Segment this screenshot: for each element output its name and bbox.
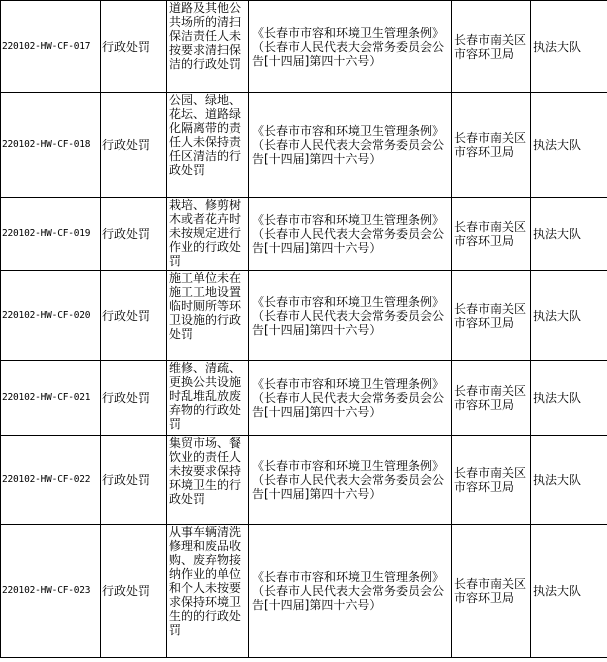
item-code: 220102-HW-CF-022 xyxy=(1,436,101,525)
item-name: 集贸市场、餐饮业的责任人未按要求保持环境卫生的行政处罚 xyxy=(167,436,249,525)
table-row xyxy=(1,198,607,271)
table-row xyxy=(1,271,607,361)
table-row xyxy=(1,361,607,436)
responsible-department: 长春市南关区市容环卫局 xyxy=(452,271,531,361)
item-type: 行政处罚 xyxy=(101,525,167,658)
table-row xyxy=(1,93,607,198)
legal-basis: 《长春市市容和环境卫生管理条例》（长春市人民代表大会常务委员会公告[十四届]第四十六号） xyxy=(249,271,452,361)
responsible-department: 长春市南关区市容环卫局 xyxy=(452,1,531,93)
item-code: 220102-HW-CF-021 xyxy=(1,361,101,436)
legal-basis: 《长春市市容和环境卫生管理条例》（长春市人民代表大会常务委员会公告[十四届]第四十六号） xyxy=(249,198,452,271)
legal-basis: 《长春市市容和环境卫生管理条例》（长春市人民代表大会常务委员会公告[十四届]第四十六号） xyxy=(249,1,452,93)
enforcement-unit: 执法大队 xyxy=(531,198,607,271)
item-type: 行政处罚 xyxy=(101,361,167,436)
responsible-department: 长春市南关区市容环卫局 xyxy=(452,198,531,271)
item-code: 220102-HW-CF-023 xyxy=(1,525,101,658)
enforcement-unit: 执法大队 xyxy=(531,361,607,436)
item-code: 220102-HW-CF-019 xyxy=(1,198,101,271)
responsible-department: 长春市南关区市容环卫局 xyxy=(452,93,531,198)
legal-basis: 《长春市市容和环境卫生管理条例》（长春市人民代表大会常务委员会公告[十四届]第四十六号） xyxy=(249,436,452,525)
item-type: 行政处罚 xyxy=(101,436,167,525)
item-code: 220102-HW-CF-017 xyxy=(1,1,101,93)
table-body xyxy=(1,1,607,658)
item-code: 220102-HW-CF-018 xyxy=(1,93,101,198)
table-row xyxy=(1,525,607,658)
item-type: 行政处罚 xyxy=(101,1,167,93)
responsible-department: 长春市南关区市容环卫局 xyxy=(452,436,531,525)
responsible-department: 长春市南关区市容环卫局 xyxy=(452,525,531,658)
legal-basis: 《长春市市容和环境卫生管理条例》（长春市人民代表大会常务委员会公告[十四届]第四十六号） xyxy=(249,361,452,436)
responsible-department: 长春市南关区市容环卫局 xyxy=(452,361,531,436)
enforcement-unit: 执法大队 xyxy=(531,93,607,198)
legal-basis: 《长春市市容和环境卫生管理条例》（长春市人民代表大会常务委员会公告[十四届]第四十六号） xyxy=(249,525,452,658)
table-row xyxy=(1,1,607,93)
item-name: 道路及其他公共场所的清扫保洁责任人未按要求清扫保洁的行政处罚 xyxy=(167,1,249,93)
enforcement-unit: 执法大队 xyxy=(531,436,607,525)
table-row xyxy=(1,436,607,525)
enforcement-unit: 执法大队 xyxy=(531,525,607,658)
item-type: 行政处罚 xyxy=(101,198,167,271)
item-type: 行政处罚 xyxy=(101,271,167,361)
enforcement-unit: 执法大队 xyxy=(531,1,607,93)
item-type: 行政处罚 xyxy=(101,93,167,198)
item-name: 从事车辆清洗修理和废品收购、废弃物接纳作业的单位和个人未按要求保持环境卫生的的行政处罚 xyxy=(167,525,249,658)
item-name: 公园、绿地、花坛、道路绿化隔离带的责任人未保持责任区清洁的行政处罚 xyxy=(167,93,249,198)
item-name: 维修、清疏、更换公共设施时乱堆乱放废弃物的行政处罚 xyxy=(167,361,249,436)
item-name: 栽培、修剪树木或者花卉时未按规定进行作业的行政处罚 xyxy=(167,198,249,271)
enforcement-unit: 执法大队 xyxy=(531,271,607,361)
item-name: 施工单位未在施工工地设置临时厕所等环卫设施的行政处罚 xyxy=(167,271,249,361)
item-code: 220102-HW-CF-020 xyxy=(1,271,101,361)
legal-basis: 《长春市市容和环境卫生管理条例》（长春市人民代表大会常务委员会公告[十四届]第四十六号） xyxy=(249,93,452,198)
